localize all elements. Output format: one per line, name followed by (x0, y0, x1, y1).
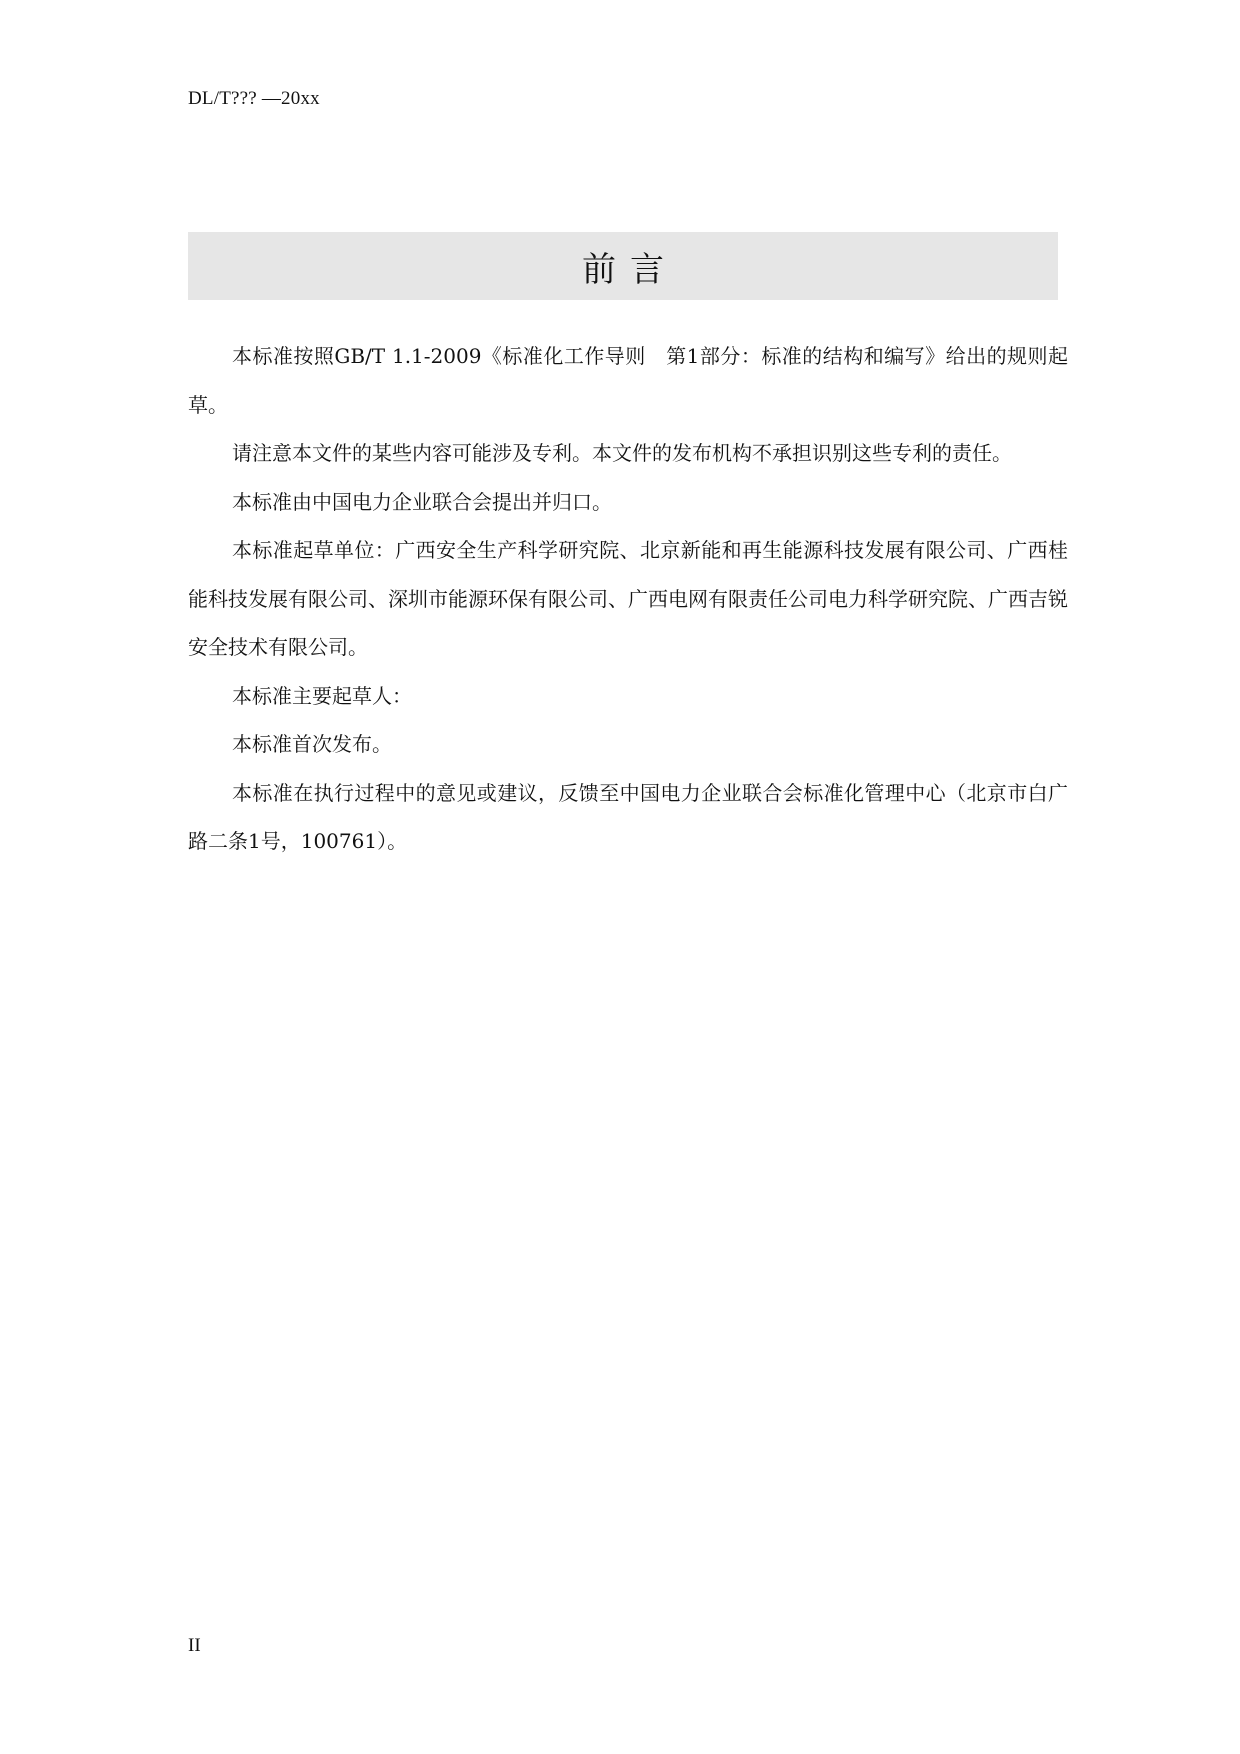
paragraph-proposer: 本标准由中国电力企业联合会提出并归口。 (232, 489, 612, 514)
section-title: 前言 (582, 249, 678, 290)
paragraph-drafting-rules: 本标准按照GB/T 1.1-2009《标准化工作导则 第1部分：标准的结构和编写》给出的规则起草。 (188, 344, 1068, 417)
paragraph-drafting-units: 本标准起草单位：广西安全生产科学研究院、北京新能和再生能源科技发展有限公司、广西桂能科技发展有限公司、深圳市能源环保有限公司、广西电网有限责任公司电力科学研究院、广西吉锐安全技术有限公司。 (188, 538, 1068, 659)
paragraph-feedback: 本标准在执行过程中的意见或建议，反馈至中国电力企业联合会标准化管理中心（北京市白广路二条1号，100761）。 (188, 780, 1068, 853)
section-title-bar (188, 232, 1058, 300)
page-number: II (188, 1635, 201, 1656)
paragraph-first-release: 本标准首次发布。 (232, 732, 392, 756)
document-code: DL/T??? —20xx (188, 88, 320, 109)
paragraph-patent-notice: 请注意本文件的某些内容可能涉及专利。本文件的发布机构不承担识别这些专利的责任。 (232, 441, 1012, 465)
preface-body (188, 332, 1068, 866)
paragraph-main-drafters: 本标准主要起草人： (232, 683, 412, 708)
